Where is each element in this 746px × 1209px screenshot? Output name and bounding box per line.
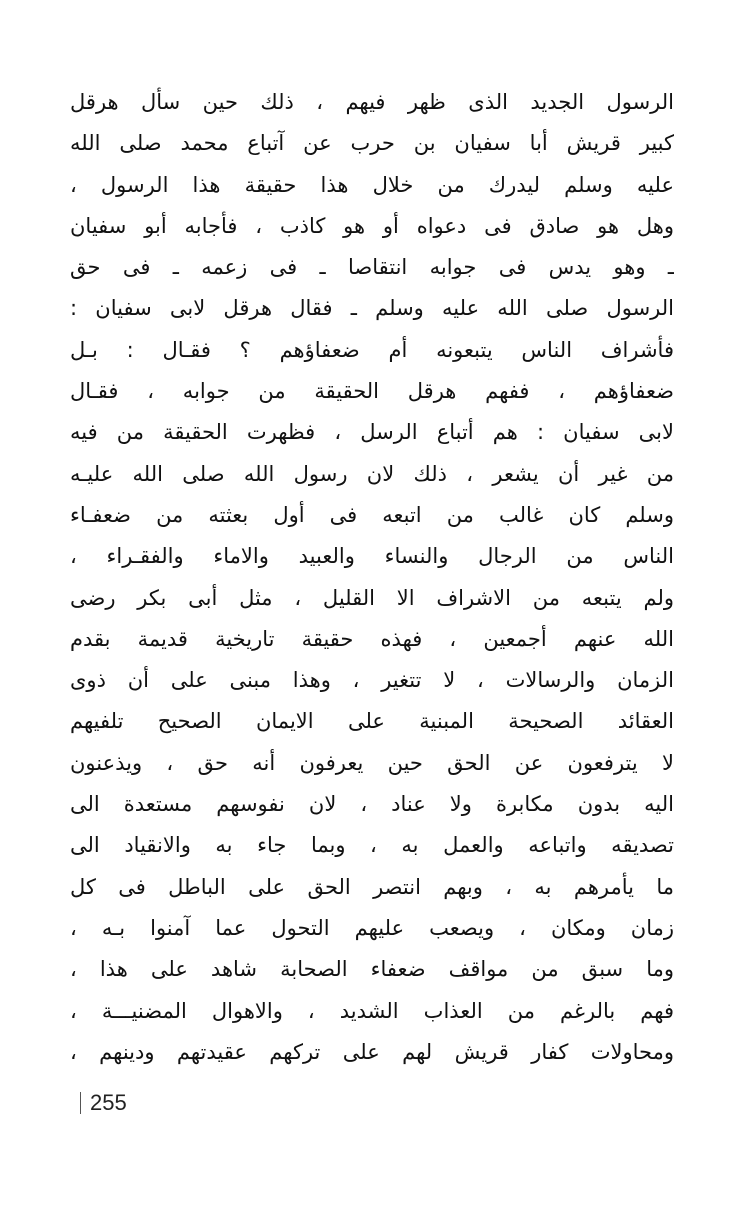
text-line: فهم بالرغم من العذاب الشديد ، والاهوال المضنيـــة ، bbox=[70, 998, 674, 1023]
text-line: الناس من الرجال والنساء والعبيد والاماء والفقـراء ، bbox=[70, 544, 674, 569]
page-number: 255 bbox=[90, 1090, 127, 1115]
text-line: وسلم كان غالب من اتبعه فى أول بعثته من ضعفـاء bbox=[70, 502, 674, 527]
text-line: عليه وسلم ليدرك من خلال هذا حقيقة هذا الرسول ، bbox=[70, 172, 674, 197]
text-line: ـ وهو يدس فى جوابه انتقاصا ـ فى زعمه ـ فى حق bbox=[70, 255, 674, 280]
text-line: لابى سفيان : هم أتباع الرسل ، فظهرت الحقيقة من فيه bbox=[70, 420, 674, 445]
text-line: الزمان والرسالات ، لا تتغير ، وهذا مبنى على أن ذوى bbox=[70, 668, 674, 693]
text-line: وما سبق من مواقف ضعفاء الصحابة شاهد على هذا ، bbox=[70, 957, 674, 982]
text-line: زمان ومكان ، ويصعب عليهم التحول عما آمنوا بـه ، bbox=[70, 915, 674, 940]
text-line: ضعفاؤهم ، ففهم هرقل الحقيقة من جوابه ، فقـال bbox=[70, 379, 674, 404]
body-text bbox=[70, 82, 674, 1073]
text-line: تصديقه واتباعه والعمل به ، وبما جاء به والانقياد الى bbox=[70, 833, 674, 858]
text-line: ومحاولات كفار قريش لهم على تركهم عقيدتهم ودينهم ، bbox=[70, 1039, 674, 1064]
text-line: ما يأمرهم به ، وبهم انتصر الحق على الباطل فى كل bbox=[70, 874, 674, 899]
text-line: وهل هو صادق فى دعواه أو هو كاذب ، فأجابه أبو سفيان bbox=[70, 213, 674, 238]
text-line: اليه بدون مكابرة ولا عناد ، لان نفوسهم مستعدة الى bbox=[70, 792, 674, 817]
text-line: الرسول الجديد الذى ظهر فيهم ، ذلك حين سأل هرقل bbox=[70, 90, 674, 114]
text-line: فأشراف الناس يتبعونه أم ضعفاؤهم ؟ فقـال : بـل bbox=[70, 337, 674, 362]
page-footer bbox=[80, 1088, 127, 1118]
text-line: من غير أن يشعر ، ذلك لان رسول الله صلى الله عليـه bbox=[70, 461, 674, 486]
text-line: كبير قريش أبا سفيان بن حرب عن آتباع محمد صلى الله bbox=[70, 131, 674, 156]
text-line: العقائد الصحيحة المبنية على الايمان الصحيح تلفيهم bbox=[70, 709, 674, 734]
text-line: الله عنهم أجمعين ، فهذه حقيقة تاريخية قديمة بقدم bbox=[70, 626, 674, 651]
text-line: لا يترفعون عن الحق حين يعرفون أنه حق ، ويذعنون bbox=[70, 750, 674, 775]
text-line: ولم يتبعه من الاشراف الا القليل ، مثل أبى بكر رضى bbox=[70, 585, 674, 610]
margin-rule bbox=[80, 1092, 81, 1114]
text-line: الرسول صلى الله عليه وسلم ـ فقال هرقل لابى سفيان : bbox=[70, 296, 674, 321]
